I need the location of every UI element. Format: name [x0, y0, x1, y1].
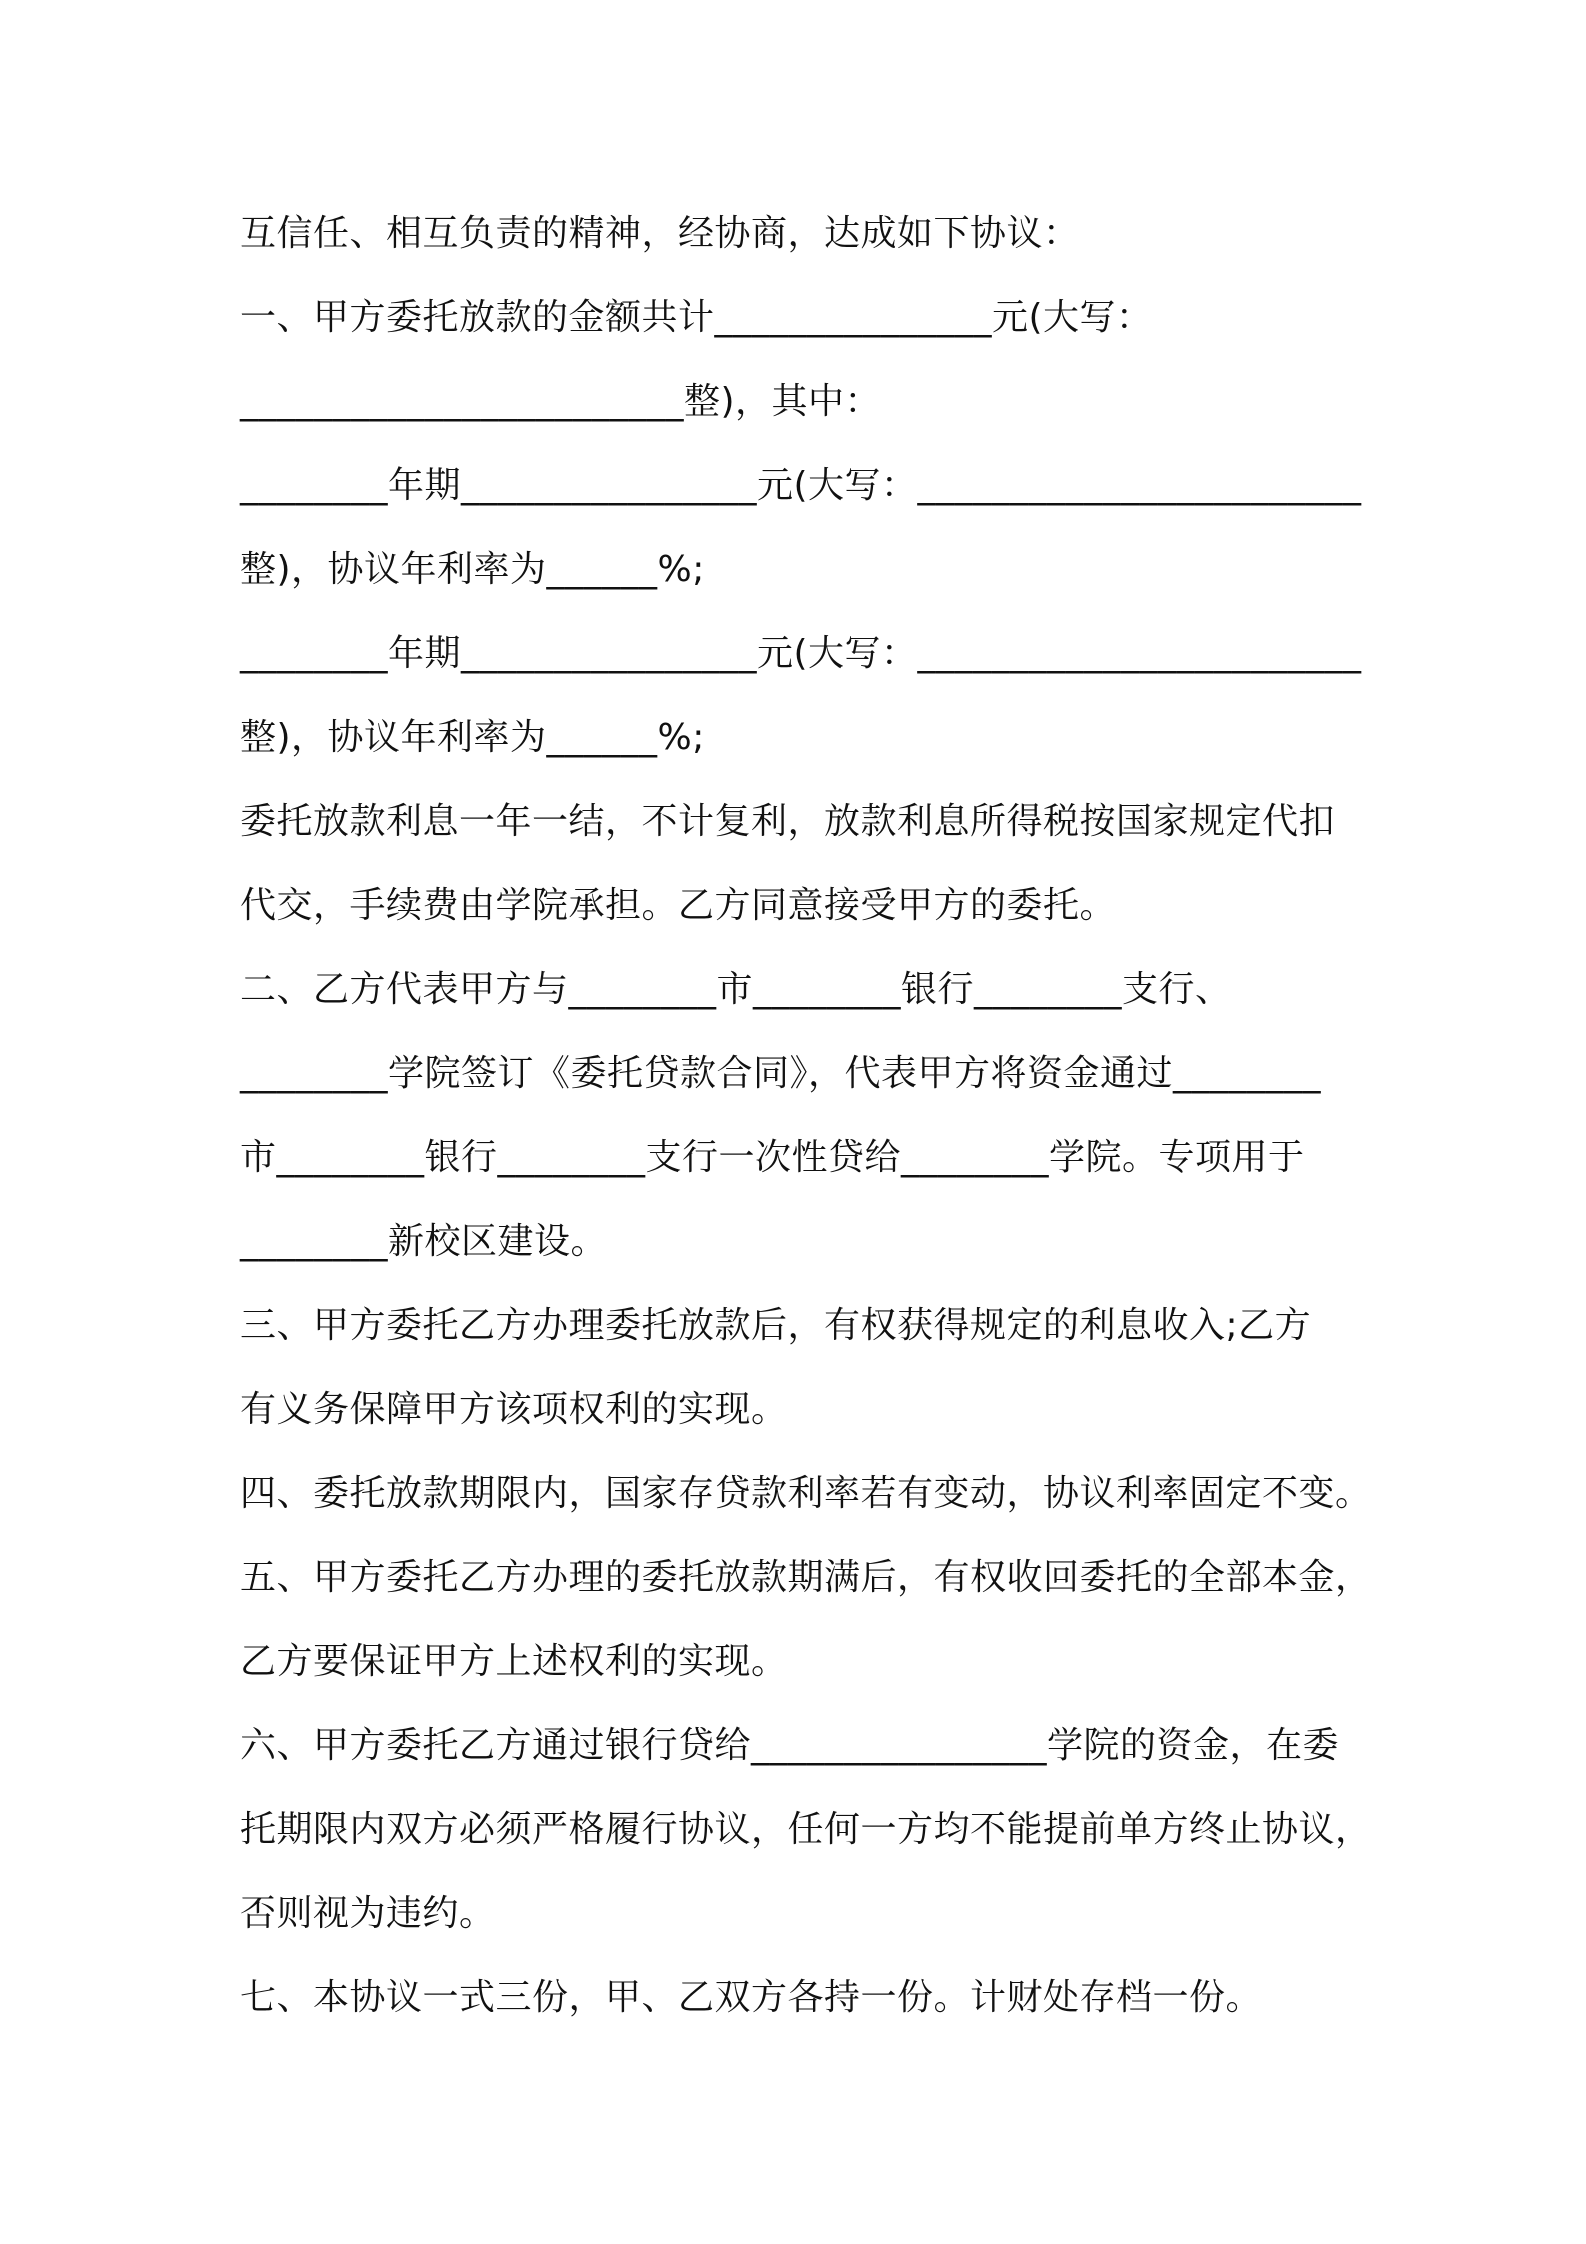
text-line-clause-2-cont-1: ________学院签订《委托贷款合同》，代表甲方将资金通过________	[240, 1053, 1322, 1094]
text-line-clause-6-cont-2: 否则视为违约。	[240, 1893, 496, 1934]
text-line-term-2: ________年期________________元(大写：________________________	[240, 633, 1362, 674]
text-line-term-2-rate: 整)，协议年利率为______%;	[240, 717, 705, 758]
text-line-clause-7: 七、本协议一式三份，甲、乙双方各持一份。计财处存档一份。	[240, 1977, 1263, 2018]
text-line-term-1: ________年期________________元(大写：________________________	[240, 465, 1362, 506]
text-line-clause-5: 五、甲方委托乙方办理的委托放款期满后，有权收回委托的全部本金，	[240, 1557, 1372, 1598]
text-line-clause-6: 六、甲方委托乙方通过银行贷给________________学院的资金，在委	[240, 1725, 1340, 1766]
text-line-clause-3-cont: 有义务保障甲方该项权利的实现。	[240, 1389, 788, 1430]
text-line-preamble: 互信任、相互负责的精神，经协商，达成如下协议：	[240, 213, 1080, 254]
text-line-clause-1-amount: 一、甲方委托放款的金额共计_______________元(大写：	[240, 297, 1153, 338]
text-line-clause-6-cont-1: 托期限内双方必须严格履行协议，任何一方均不能提前单方终止协议，	[240, 1809, 1372, 1850]
text-line-clause-2-cont-3: ________新校区建设。	[240, 1221, 608, 1262]
text-line-interest-terms: 委托放款利息一年一结，不计复利，放款利息所得税按国家规定代扣	[240, 801, 1336, 842]
text-line-clause-2: 二、乙方代表甲方与________市________银行________支行、	[240, 969, 1232, 1010]
text-line-clause-3: 三、甲方委托乙方办理委托放款后，有权获得规定的利息收入;乙方	[240, 1305, 1312, 1346]
text-line-clause-1-amount-cont: ________________________整)，其中：	[240, 381, 882, 422]
text-line-clause-5-cont: 乙方要保证甲方上述权利的实现。	[240, 1641, 788, 1682]
text-line-clause-4: 四、委托放款期限内，国家存贷款利率若有变动，协议利率固定不变。	[240, 1473, 1372, 1514]
text-line-interest-terms-cont: 代交，手续费由学院承担。乙方同意接受甲方的委托。	[240, 885, 1117, 926]
text-line-clause-2-cont-2: 市________银行________支行一次性贷给________学院。专项用于	[240, 1137, 1305, 1178]
text-line-term-1-rate: 整)，协议年利率为______%;	[240, 549, 705, 590]
agreement-body	[240, 192, 1370, 2040]
